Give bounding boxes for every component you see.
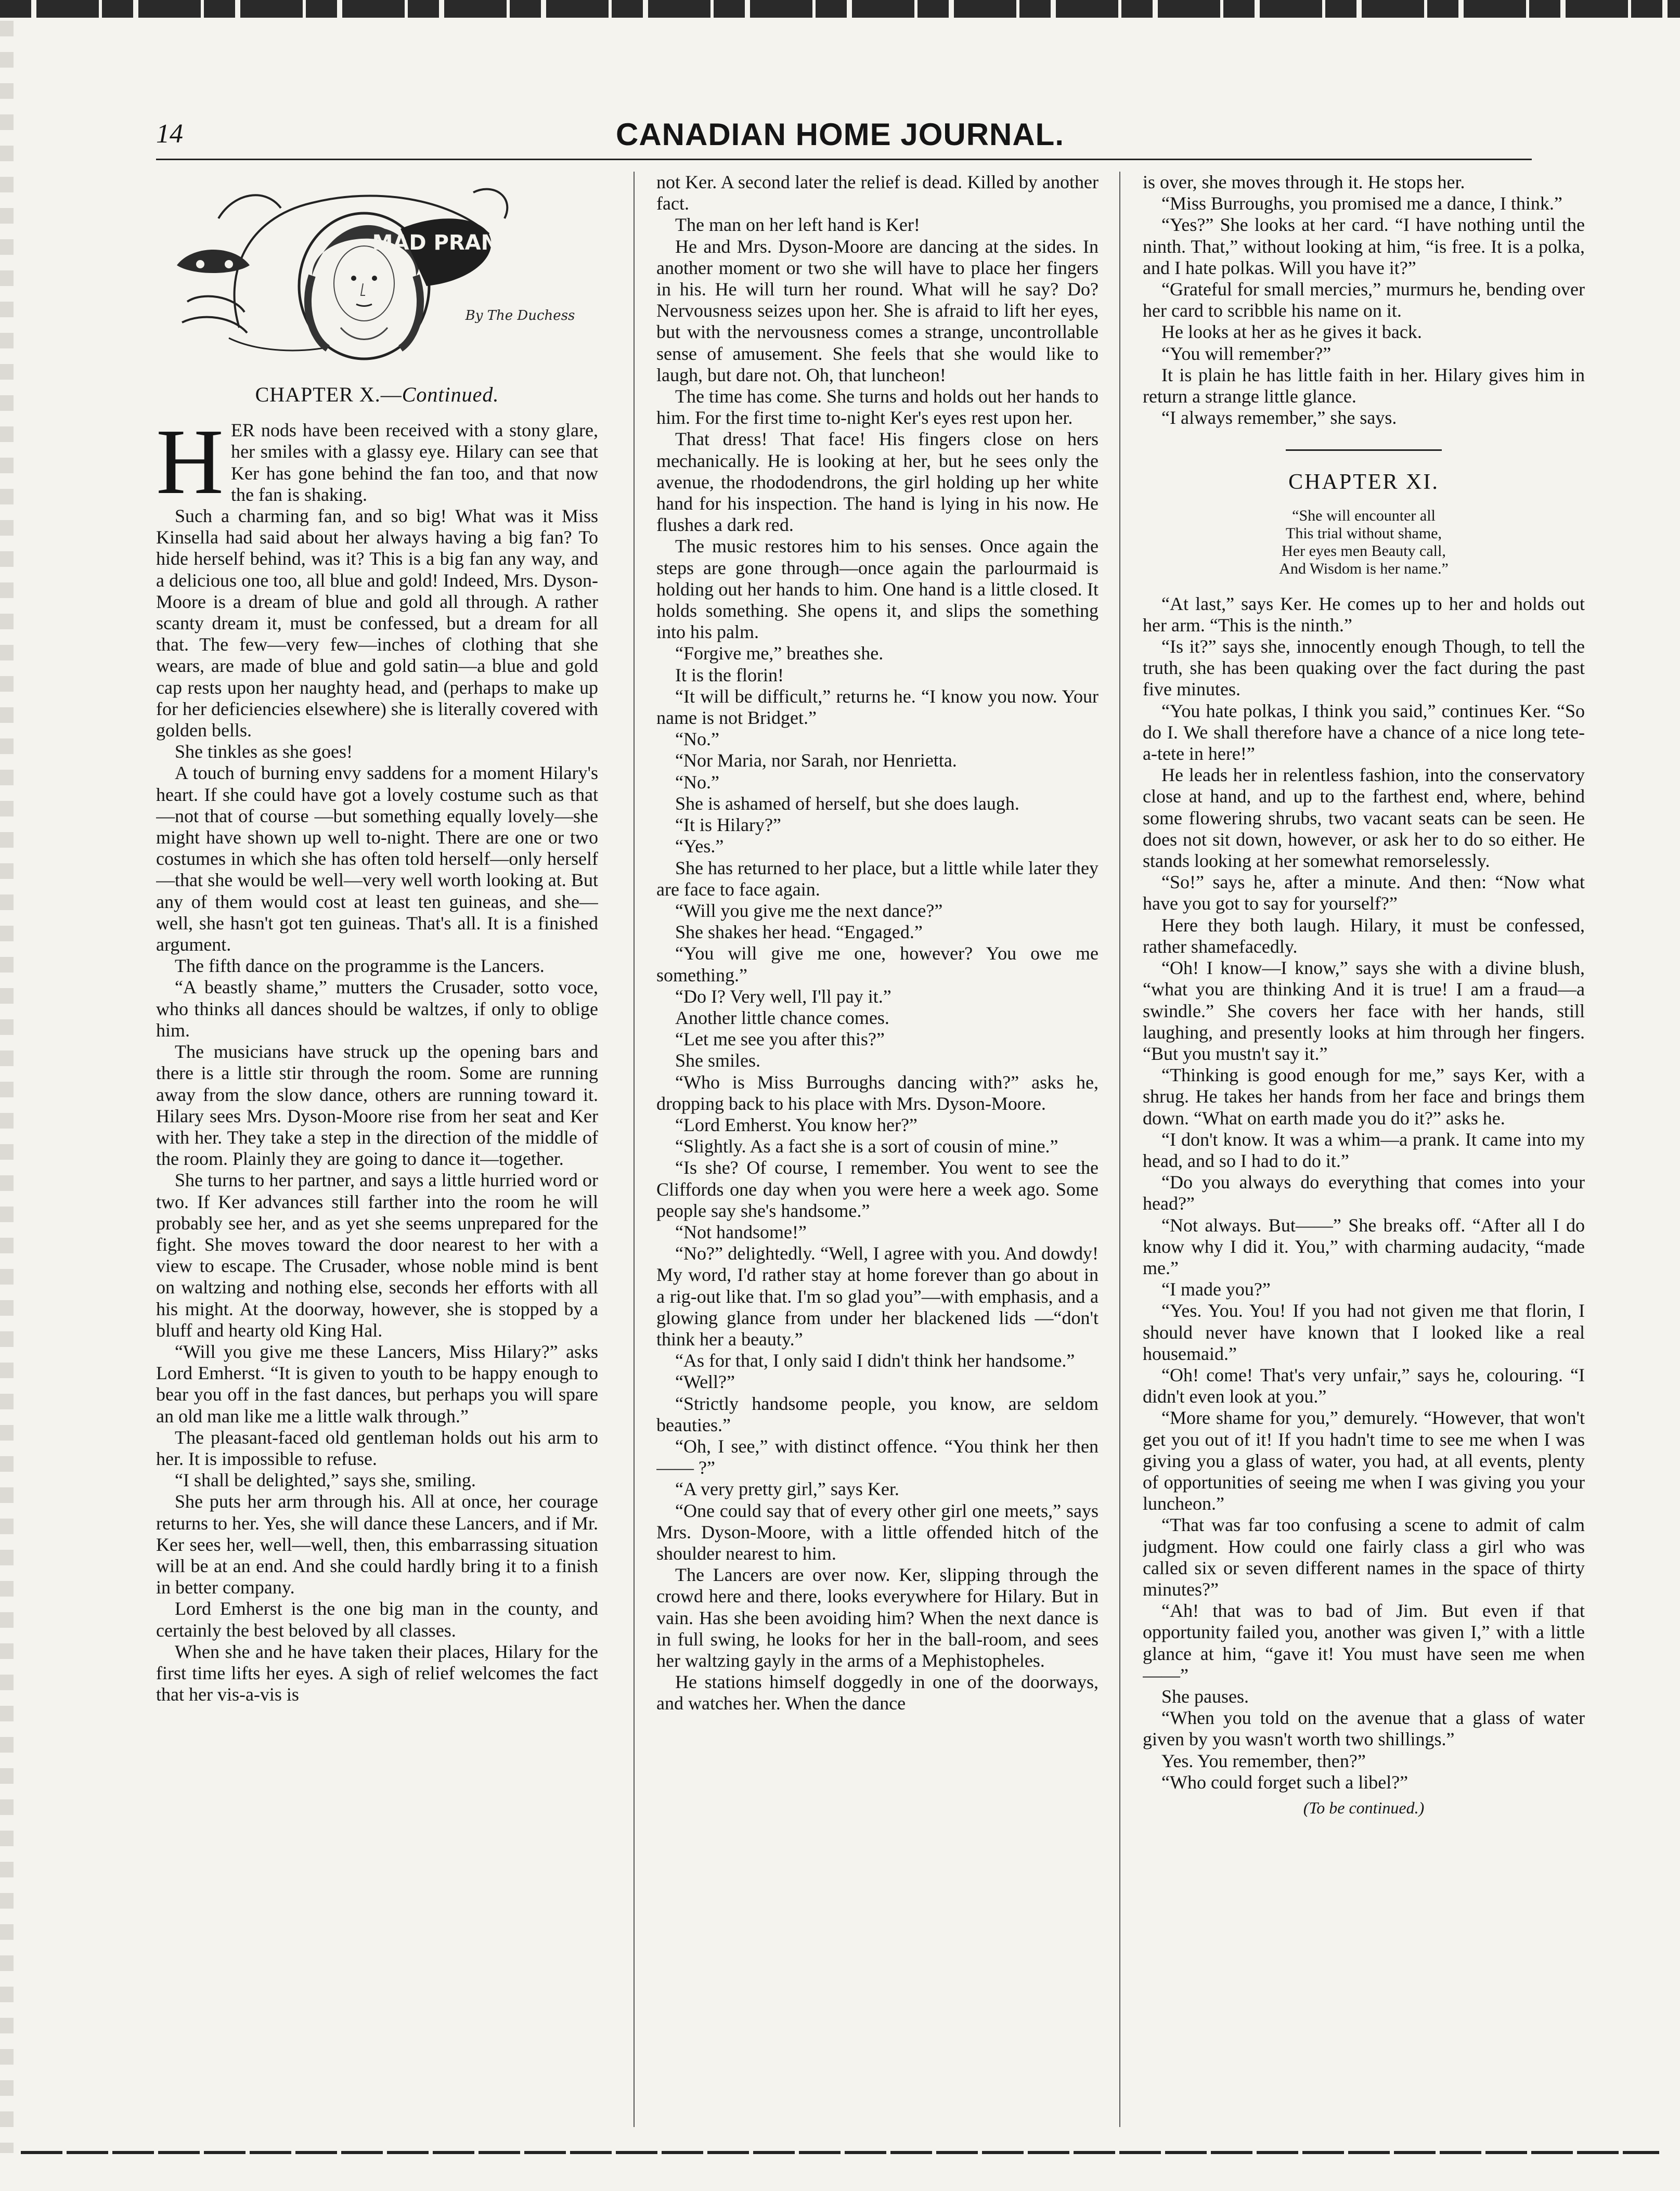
column-rule — [1119, 172, 1120, 2127]
paragraph: “At last,” says Ker. He comes up to her and holds out her arm. “This is the ninth.” — [1143, 593, 1585, 636]
paragraph: “Who is Miss Burroughs dancing with?” asks he, dropping back to his place with Mrs. Dyson-Moore. — [656, 1071, 1099, 1114]
paragraph: She tinkles as she goes! — [175, 741, 353, 762]
epigraph-line: “She will encounter all — [1292, 507, 1436, 524]
paragraph: “Do I? Very well, I'll pay it.” — [675, 986, 891, 1007]
paragraph: “Miss Burroughs, you promised me a dance, I think.” — [1161, 193, 1562, 214]
illustration-title-text: MAD PRANK. — [372, 231, 523, 255]
paragraph: Lord Emherst is the one big man in the county, and certainly the best beloved by all classes. — [156, 1598, 598, 1641]
column-rule — [634, 172, 635, 2127]
paragraph: “No.” — [675, 729, 719, 750]
bottom-border — [21, 2151, 1659, 2154]
paragraph: “I shall be delighted,” says she, smiling. — [175, 1470, 476, 1491]
paragraph: The man on her left hand is Ker! — [675, 214, 920, 236]
paragraph: “Do you always do everything that comes into your head?” — [1143, 1172, 1585, 1214]
paragraph: “Oh, I see,” with distinct offence. “You think her then—— ?” — [656, 1435, 1099, 1479]
paragraph: “Nor Maria, nor Sarah, nor Henrietta. — [675, 750, 957, 771]
journal-title: CANADIAN HOME JOURNAL. — [616, 117, 1064, 152]
paragraph: “No.” — [675, 771, 719, 793]
chapter-heading — [156, 384, 598, 405]
paragraph: The time has come. She turns and holds out her hands to him. For the first time to-night Ker's eyes rest upon her. — [656, 386, 1099, 429]
to-be-continued: (To be continued.) — [1303, 1798, 1425, 1818]
paragraph: “Will you give me these Lancers, Miss Hilary?” asks Lord Emherst. “It is given to youth to be happy enough to bear you off in the fast dances, but perhaps you will spare an old man like me a little walk through.” — [156, 1341, 598, 1427]
paragraph: is over, she moves through it. He stops her. — [1143, 172, 1465, 192]
paragraph: “Grateful for small mercies,” murmurs he, bending over her card to scribble his name on it. — [1143, 279, 1585, 321]
title-illustration — [156, 172, 598, 364]
paragraph: “Lord Emherst. You know her?” — [675, 1114, 917, 1135]
paragraph: “It is Hilary?” — [675, 814, 781, 836]
paragraph: “No?” delightedly. “Well, I agree with you. And dowdy! My word, I'd rather stay at home forever than go about in a rig-out like that. I'm so glad you”—with emphasis, and a glowing glance from under her blackened lids —“don't think her a beauty.” — [656, 1243, 1099, 1350]
paragraph: “It will be difficult,” returns he. “I know you now. Your name is not Bridget.” — [656, 685, 1099, 729]
opening-paragraph — [156, 410, 598, 514]
paragraph: “A very pretty girl,” says Ker. — [675, 1479, 899, 1500]
header-rule — [156, 159, 1532, 160]
paragraph: The musicians have struck up the opening bars and there is a little stir through the room. Some are running away from the slow dance, others are running toward it. Hilary sees Mrs. Dyson-Moore rise from her seat and Ker with her. They take a step in the direction of the middle of the room. Plainly they are going to dance it—together. — [156, 1041, 598, 1170]
paragraph: The music restores him to his senses. Once again the steps are gone through—once again the parlourmaid is holding out her hands to him. One hand is a little closed. It holds something. She opens it, and slips the something into his palm. — [656, 536, 1099, 643]
paragraph: She turns to her partner, and says a little hurried word or two. If Ker advances still farther into the room he will probably see her, and as yet she seems unprepared for the fight. She moves toward the door nearest to her with a view to escape. The Crusader, whose noble mind is bent on waltzing and nothing else, seconds her efforts with all his might. At the doorway, however, she is stopped by a bluff and hearty old King Hal. — [156, 1170, 598, 1341]
chapter-continued: Continued. — [402, 383, 499, 406]
paragraph: “Strictly handsome people, you know, are seldom beauties.” — [656, 1393, 1099, 1435]
paragraph: He and Mrs. Dyson-Moore are dancing at the sides. In another moment or two she will have to place her fingers in his. He will turn her round. What will he say? Do? Nervousness seizes upon her. She is afraid to lift her eyes, but with the nervousness comes a strange, uncontrollable sense of amusement. She feels that she would like to laugh, but dare not. Oh, that luncheon! — [656, 236, 1099, 385]
paragraph: “Let me see you after this?” — [675, 1029, 885, 1050]
paragraph: “Not always. But——” She breaks off. “After all I do know why I did it. You,” with charming audacity, “made me.” — [1143, 1214, 1585, 1278]
epigraph — [1143, 507, 1585, 578]
epigraph-line: This trial without shame, — [1286, 524, 1442, 542]
paragraph: “So!” says he, after a minute. And then: “Now what have you got to say for yourself?” — [1143, 872, 1585, 914]
paragraph: “Will you give me the next dance?” — [675, 900, 943, 921]
paragraph: “Forgive me,” breathes she. — [675, 643, 884, 664]
paragraph: “Well?” — [675, 1371, 735, 1393]
paragraph: She is ashamed of herself, but she does laugh. — [675, 793, 1019, 814]
paragraph: “Thinking is good enough for me,” says Ker, with a shrug. He takes her hands from her face and brings them down. “What on earth made you do it?” asks he. — [1143, 1065, 1585, 1129]
paragraph: “Is it?” says she, innocently enough Though, to tell the truth, she has been quaking over the fact during the past five minutes. — [1143, 636, 1585, 700]
paragraph: She shakes her head. “Engaged.” — [675, 922, 923, 943]
paragraph: “You will give me one, however? You owe me something.” — [656, 943, 1099, 986]
paragraph: A touch of burning envy saddens for a moment Hilary's heart. If she could have got a lovely costume such as that—not that of course —but something equally lovely—she might have shown up well to-night. There are one or two costumes in which she has often told herself—only herself—that she would be well—very well worth looking at. But any of them would cost at least ten guineas, and she—well, she hasn't got ten guineas. That's all. It is a finished argument. — [156, 762, 598, 955]
paragraph: “Slightly. As a fact she is a sort of cousin of mine.” — [675, 1136, 1058, 1157]
paragraph: She has returned to her place, but a little while later they are face to face again. — [656, 857, 1099, 900]
paragraph: Another little chance comes. — [675, 1007, 889, 1028]
paragraph: “Who could forget such a libel?” — [1161, 1771, 1408, 1793]
paragraph: Such a charming fan, and so big! What was it Miss Kinsella had said about her always having a big fan? To hide herself behind, was it? This is a big fan any way, and a delicious one too, all blue and gold! Indeed, Mrs. Dyson-Moore is a dream of blue and gold all through. A rather scanty dream it, must be confessed, but a dream for all that. The few—very few—inches of clothing that she wears, are made of blue and gold satin—a blue and gold cap rests upon her naughty head, and (perhaps to make up for her deficiencies elsewhere) she is literally covered with golden bells. — [156, 505, 598, 741]
paragraph: “Yes?” She looks at her card. “I have nothing until the ninth. That,” without looking at him, “is free. It is a polka, and I hate polkas. Will you have it?” — [1143, 214, 1585, 278]
drop-cap: H — [156, 410, 224, 514]
column-3 — [1143, 172, 1585, 2137]
column-1 — [156, 172, 598, 2137]
paragraph: The Lancers are over now. Ker, slipping through the crowd here and there, looks everywhere for Hilary. But in vain. Has she been avoiding him? When the next dance is in full swing, he looks for her in the ball-room, and sees her waltzing gayly in the arms of a Mephistopheles. — [656, 1564, 1099, 1671]
paragraph: “More shame for you,” demurely. “However, that won't get you out of it! If you hadn't time to see me when I was giving you a glass of water, you had, at all events, plenty of opportunities of seeing me when I was giving you your luncheon.” — [1143, 1407, 1585, 1514]
column-2 — [656, 172, 1099, 2137]
top-border — [0, 0, 1680, 18]
paragraph: When she and he have taken their places, Hilary for the first time lifts her eyes. A sigh of relief welcomes the fact that her vis-a-vis is — [156, 1641, 598, 1705]
paragraph: “You hate polkas, I think you said,” continues Ker. “So do I. We shall therefore have a chance of a nice long tete-a-tete in here!” — [1143, 700, 1585, 764]
paragraph: “Yes.” — [675, 836, 724, 857]
section-divider — [1286, 449, 1442, 451]
paragraph: That dress! That face! His fingers close on hers mechanically. He is looking at her, but he sees only the avenue, the rhododendrons, the girl holding up her white hand for his inspection. The hand is lying in his now. He flushes a dark red. — [656, 429, 1099, 536]
chapter-number: CHAPTER X.— — [255, 383, 402, 406]
page-number: 14 — [156, 119, 183, 149]
paragraph: “That was far too confusing a scene to admit of calm judgment. How could one fairly class a girl who was called six or seven different names in the space of thirty minutes?” — [1143, 1514, 1585, 1600]
epigraph-line: Her eyes men Beauty call, — [1282, 542, 1446, 560]
paragraph: It is the florin! — [675, 664, 784, 685]
paragraph: “I made you?” — [1161, 1279, 1271, 1300]
paragraph: “I don't know. It was a whim—a prank. It came into my head, and so I had to do it.” — [1143, 1129, 1585, 1171]
paragraph: The pleasant-faced old gentleman holds out his arm to her. It is impossible to refuse. — [156, 1427, 598, 1469]
paragraph: He looks at her as he gives it back. — [1161, 321, 1422, 343]
paragraph: She puts her arm through his. All at once, her courage returns to her. Yes, she will dance these Lancers, and if Mr. Ker sees her, well—well, then, this embarrassing situation will be at an end. And she could hardly bring it to a finish in better company. — [156, 1491, 598, 1598]
chapter-xi-title: CHAPTER XI. — [1288, 470, 1439, 495]
paragraph: “Oh! I know—I know,” says she with a divine blush, “what you are thinking And it is true! I am a fraud—a swindle.” She covers her face with her hands, still laughing, and presently looks at him through her fingers. “But you mustn't say it.” — [1143, 957, 1585, 1064]
paragraph: It is plain he has little faith in her. Hilary gives him in return a strange little glance. — [1143, 364, 1585, 407]
paragraph: Yes. You remember, then?” — [1161, 1750, 1366, 1771]
paragraph: He stations himself doggedly in one of the doorways, and watches her. When the dance — [656, 1671, 1099, 1714]
paragraph: “Is she? Of course, I remember. You went to see the Cliffords one day when you were here a week ago. Some people say she's handsome.” — [656, 1157, 1099, 1221]
paragraph: “As for that, I only said I didn't think her handsome.” — [675, 1350, 1075, 1371]
paragraph: Here they both laugh. Hilary, it must be confessed, rather shamefacedly. — [1143, 914, 1585, 957]
paragraph: “Yes. You. You! If you had not given me that florin, I should never have known that I looked like a real housemaid.” — [1143, 1300, 1585, 1364]
paragraph: “I always remember,” she says. — [1161, 407, 1397, 429]
paragraph: She smiles. — [675, 1050, 761, 1071]
paragraph: “Oh! come! That's very unfair,” says he, colouring. “I didn't even look at you.” — [1143, 1364, 1585, 1407]
paragraph: “One could say that of every other girl one meets,” says Mrs. Dyson-Moore, with a little offended hitch of the shoulder nearest to him. — [656, 1500, 1099, 1564]
paragraph: The fifth dance on the programme is the Lancers. — [175, 955, 545, 977]
paragraph: not Ker. A second later the relief is dead. Killed by another fact. — [656, 172, 1099, 214]
paragraph: He leads her in relentless fashion, into the conservatory close at hand, and up to the farthest end, where, behind some flowering shrubs, two vacant seats can be seen. He does not sit down, however, or ask her to do so either. He stands looking at her somewhat remorselessly. — [1143, 764, 1585, 872]
scan-edge — [0, 21, 14, 2153]
illustration-byline: By The Duchess — [465, 308, 575, 323]
paragraph: “Ah! that was to bad of Jim. But even if that opportunity failed you, another was given I,” with a little glance at him, “gave it! You must have seen me when——” — [1143, 1600, 1585, 1686]
paragraph-text: ER nods have been received with a stony glare, her smiles with a glassy eye. Hilary can see that Ker has gone behind the fan too, and that now the fan is shaking. — [231, 420, 598, 505]
paragraph: “When you told on the avenue that a glass of water given by you wasn't worth two shillings.” — [1143, 1707, 1585, 1750]
paragraph: “Not handsome!” — [675, 1221, 807, 1242]
paragraph: She pauses. — [1161, 1686, 1249, 1707]
epigraph-line: And Wisdom is her name.” — [1279, 560, 1449, 577]
paragraph: “You will remember?” — [1161, 343, 1332, 364]
paragraph: “A beastly shame,” mutters the Crusader, sotto voce, who thinks all dances should be waltzes, if only to oblige him. — [156, 977, 598, 1041]
